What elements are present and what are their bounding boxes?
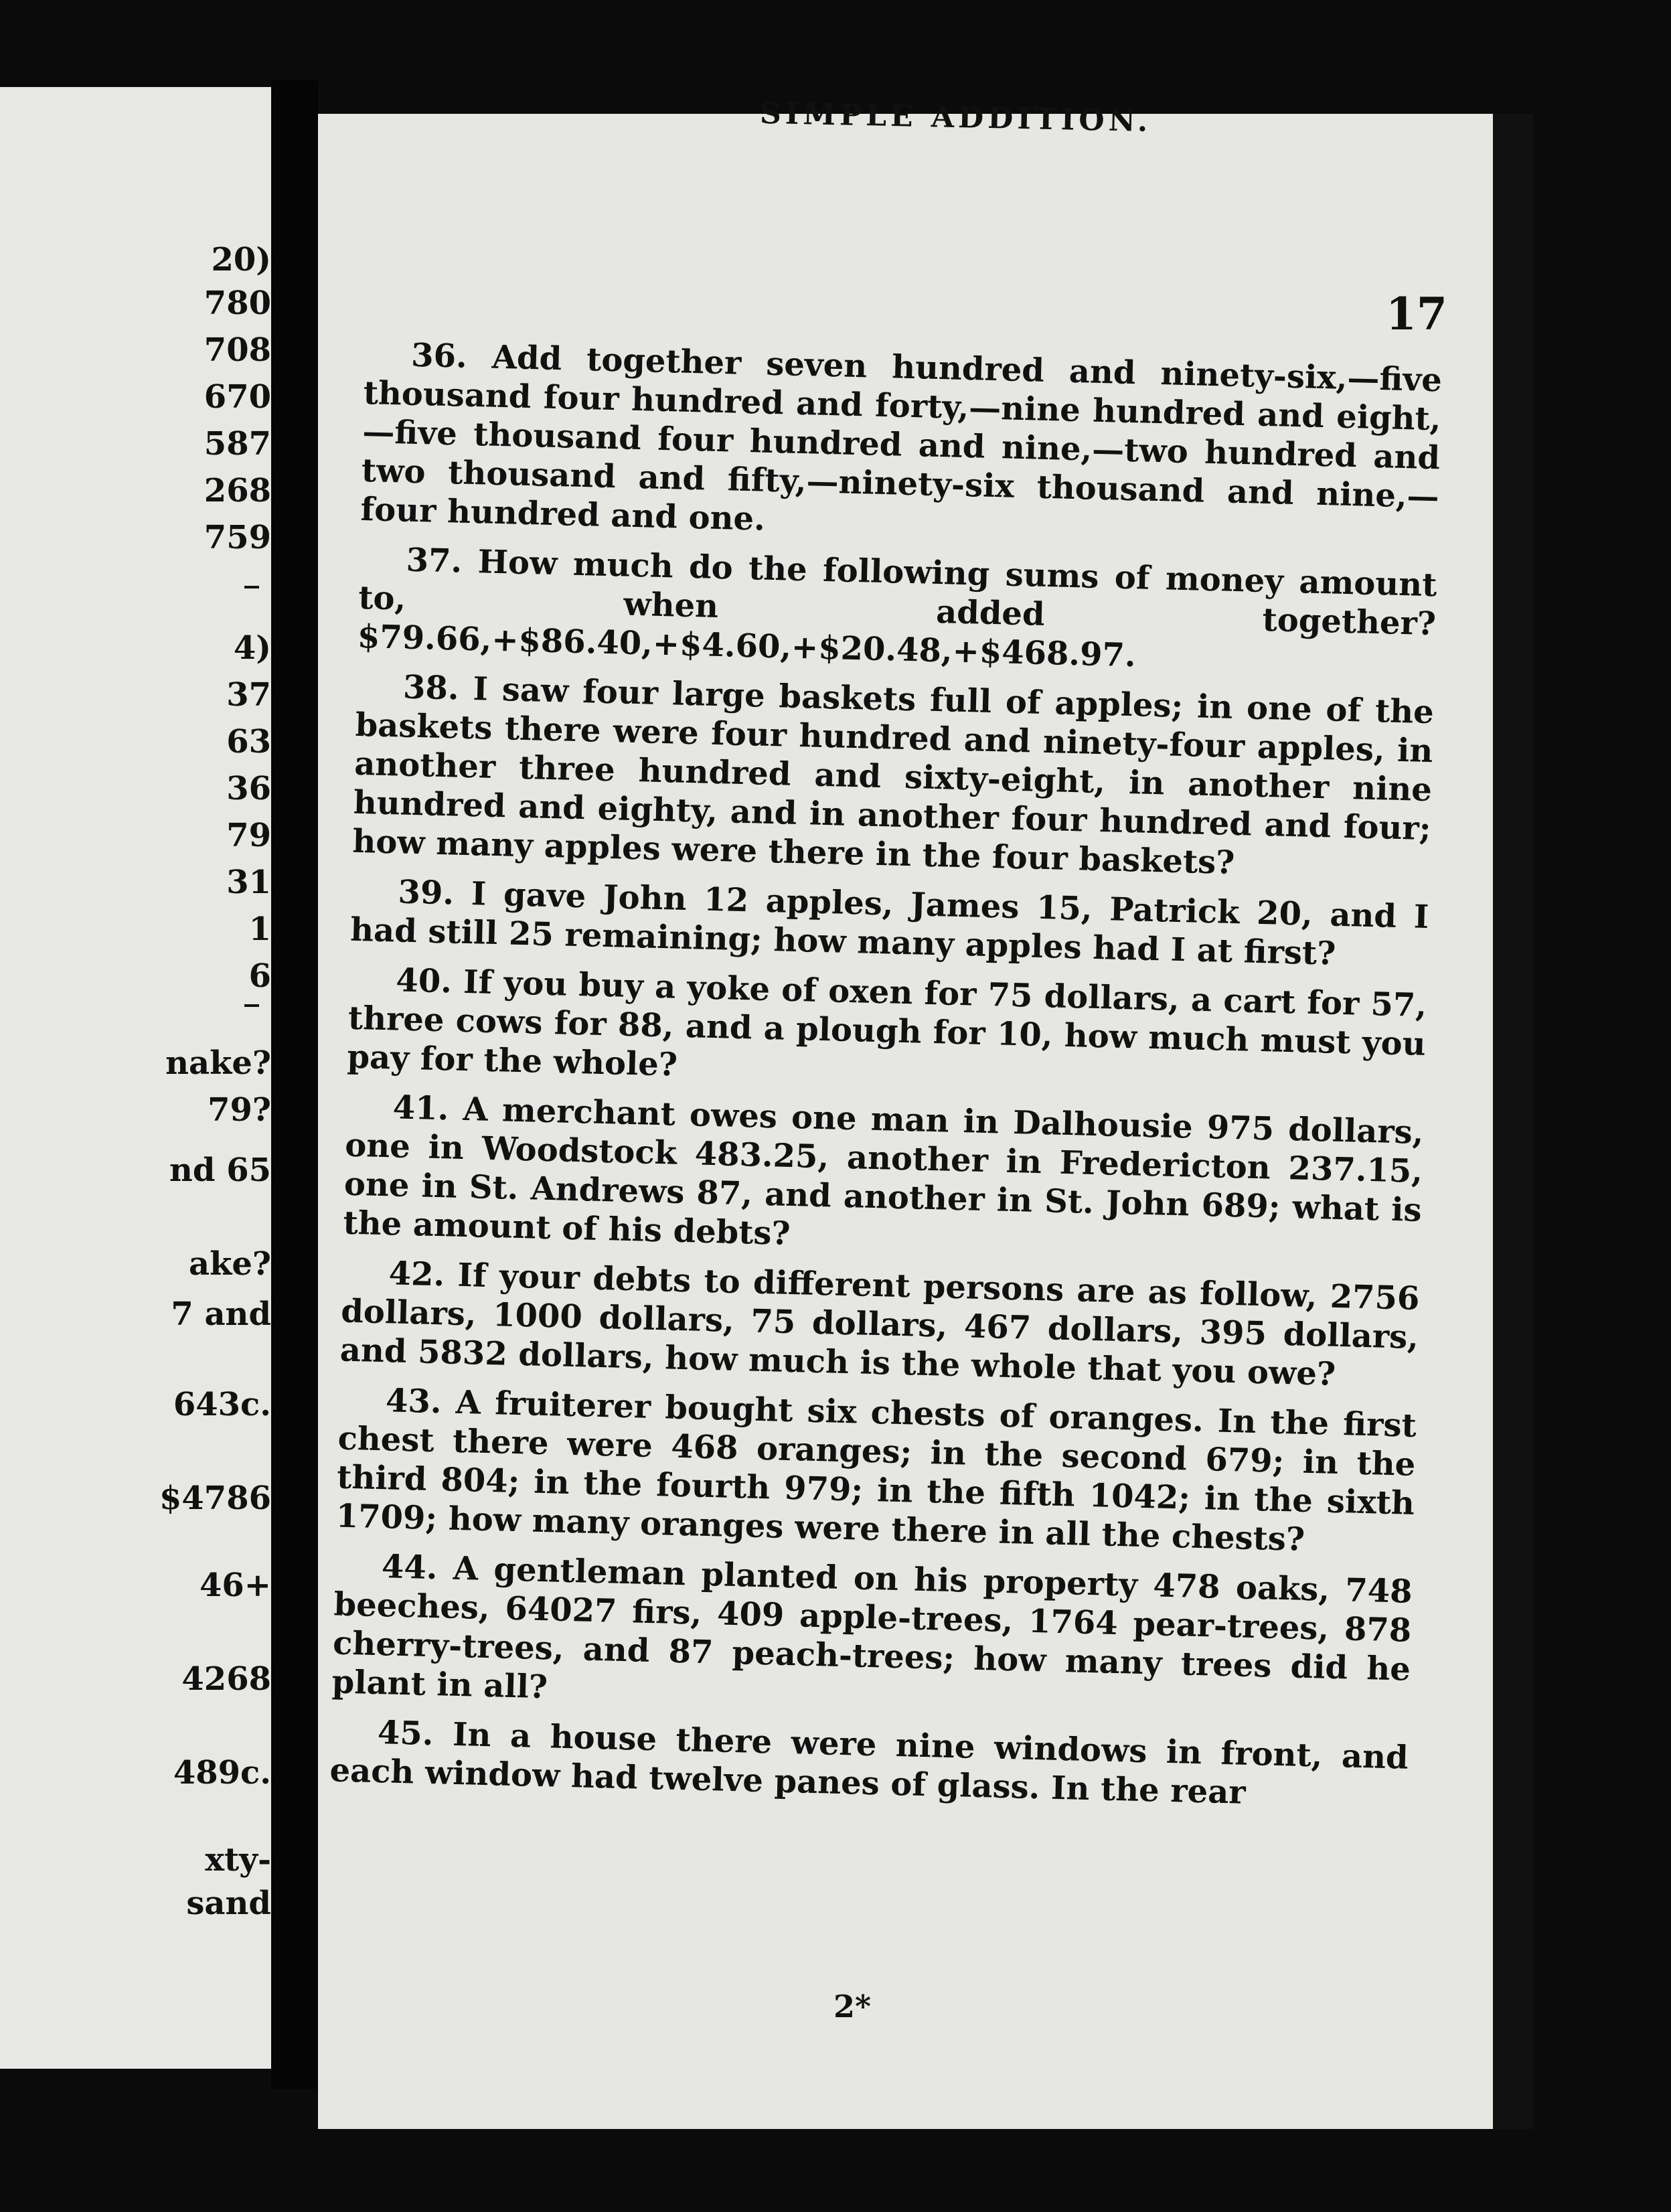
left-page-line: 780 [204, 285, 271, 322]
problem-paragraph: 39. I gave John 12 apples, James 15, Patrick 20, and I had still 25 remaining; how many apples had I at first? [349, 873, 1429, 973]
left-page-line: sand [186, 1885, 271, 1922]
left-page-line: ake? [188, 1245, 271, 1283]
problem-paragraph: 38. I saw four large baskets full of apples; in one of the baskets there were four hundred and ninety-four apples, in another three hundred and sixty-eight, in another nine hundred and eighty, and in another four hundred and four; how many apples were there in the four baskets? [351, 668, 1435, 882]
problem-paragraph: 37. How much do the following sums of money amount to, when added together? $79.66,+$86.40,+$4.60,+$20.48,+$468.97. [357, 541, 1438, 675]
left-page-line: nd 65 [169, 1152, 271, 1189]
left-facing-page [0, 87, 271, 2069]
left-page-rule [244, 1004, 259, 1007]
book-gutter [271, 80, 318, 2089]
left-page-line: nake? [165, 1044, 271, 1082]
left-page-line: 587 [204, 425, 271, 463]
left-page-line: 79? [208, 1091, 271, 1129]
left-page-line: 4) [233, 629, 271, 667]
page-number: 17 [1386, 288, 1447, 340]
problem-paragraph: 42. If your debts to different persons are as follow, 2756 dollars, 1000 dollars, 75 dollars, 467 dollars, 395 dollars, and 5832 dollars, how much is the whole that you owe? [339, 1255, 1420, 1393]
left-page-line: 46+ [199, 1567, 271, 1604]
left-page-line: 1 [248, 911, 271, 948]
left-page-line: 268 [204, 472, 271, 509]
left-page-line: 643c. [173, 1386, 271, 1423]
problem-paragraph: 45. In a house there were nine windows in front, and each window had twelve panes of glass. In the rear [329, 1714, 1409, 1812]
left-page-line: $4786 [159, 1480, 271, 1517]
left-page-line: 4268 [181, 1660, 271, 1698]
running-head: SIMPLE ADDITION. [759, 96, 1152, 139]
left-page-line: 6 [248, 957, 271, 995]
page-edge-shadow [1493, 114, 1533, 2129]
left-page-line: 37 [226, 676, 271, 714]
left-page-line: 7 and [171, 1295, 271, 1333]
left-page-line: 20) [211, 241, 271, 279]
page-body [329, 335, 1442, 1827]
left-page-line: 708 [204, 331, 271, 369]
left-page-line: 759 [204, 519, 271, 556]
problem-paragraph: 36. Add together seven hundred and ninety-six,—five thousand four hundred and forty,—nine hundred and eight,—five thousand four hundred and nine,—two hundred and two thousand and fifty,—ninety-six thousand and nine,—four hundred and one. [360, 336, 1443, 538]
signature-mark: 2* [833, 1988, 872, 2025]
left-page-line: 31 [226, 864, 271, 901]
problem-paragraph: 40. If you buy a yoke of oxen for 75 dollars, a cart for 57, three cows for 88, and a plough for 10, how much must you pay for the whole? [346, 961, 1427, 1084]
left-page-rule [244, 586, 259, 588]
problem-paragraph: 44. A gentleman planted on his property 478 oaks, 748 beeches, 64027 firs, 409 apple-trees, 1764 pear-trees, 878 cherry-trees, and 87 peach-trees; how many trees did he plant in all? [331, 1548, 1413, 1707]
left-page-line: 670 [204, 378, 271, 416]
left-page-line: 79 [226, 817, 271, 854]
problem-paragraph: 43. A fruiterer bought six chests of oranges. In the first chest there were 468 oranges; in the second 679; in the third 804; in the fourth 979; in the fifth 1042; in the sixth 1709; how many oranges were there in all the chests? [335, 1382, 1417, 1559]
left-page-line: 63 [226, 723, 271, 761]
left-page-line: xty- [205, 1841, 271, 1879]
left-page-line: 36 [226, 770, 271, 807]
problem-paragraph: 41. A merchant owes one man in Dalhousie 975 dollars, one in Woodstock 483.25, another in Fredericton 237.15, one in St. Andrews 87, and another in St. John 689; what is the amount of his debts? [342, 1089, 1425, 1253]
left-page-line: 489c. [173, 1754, 271, 1792]
